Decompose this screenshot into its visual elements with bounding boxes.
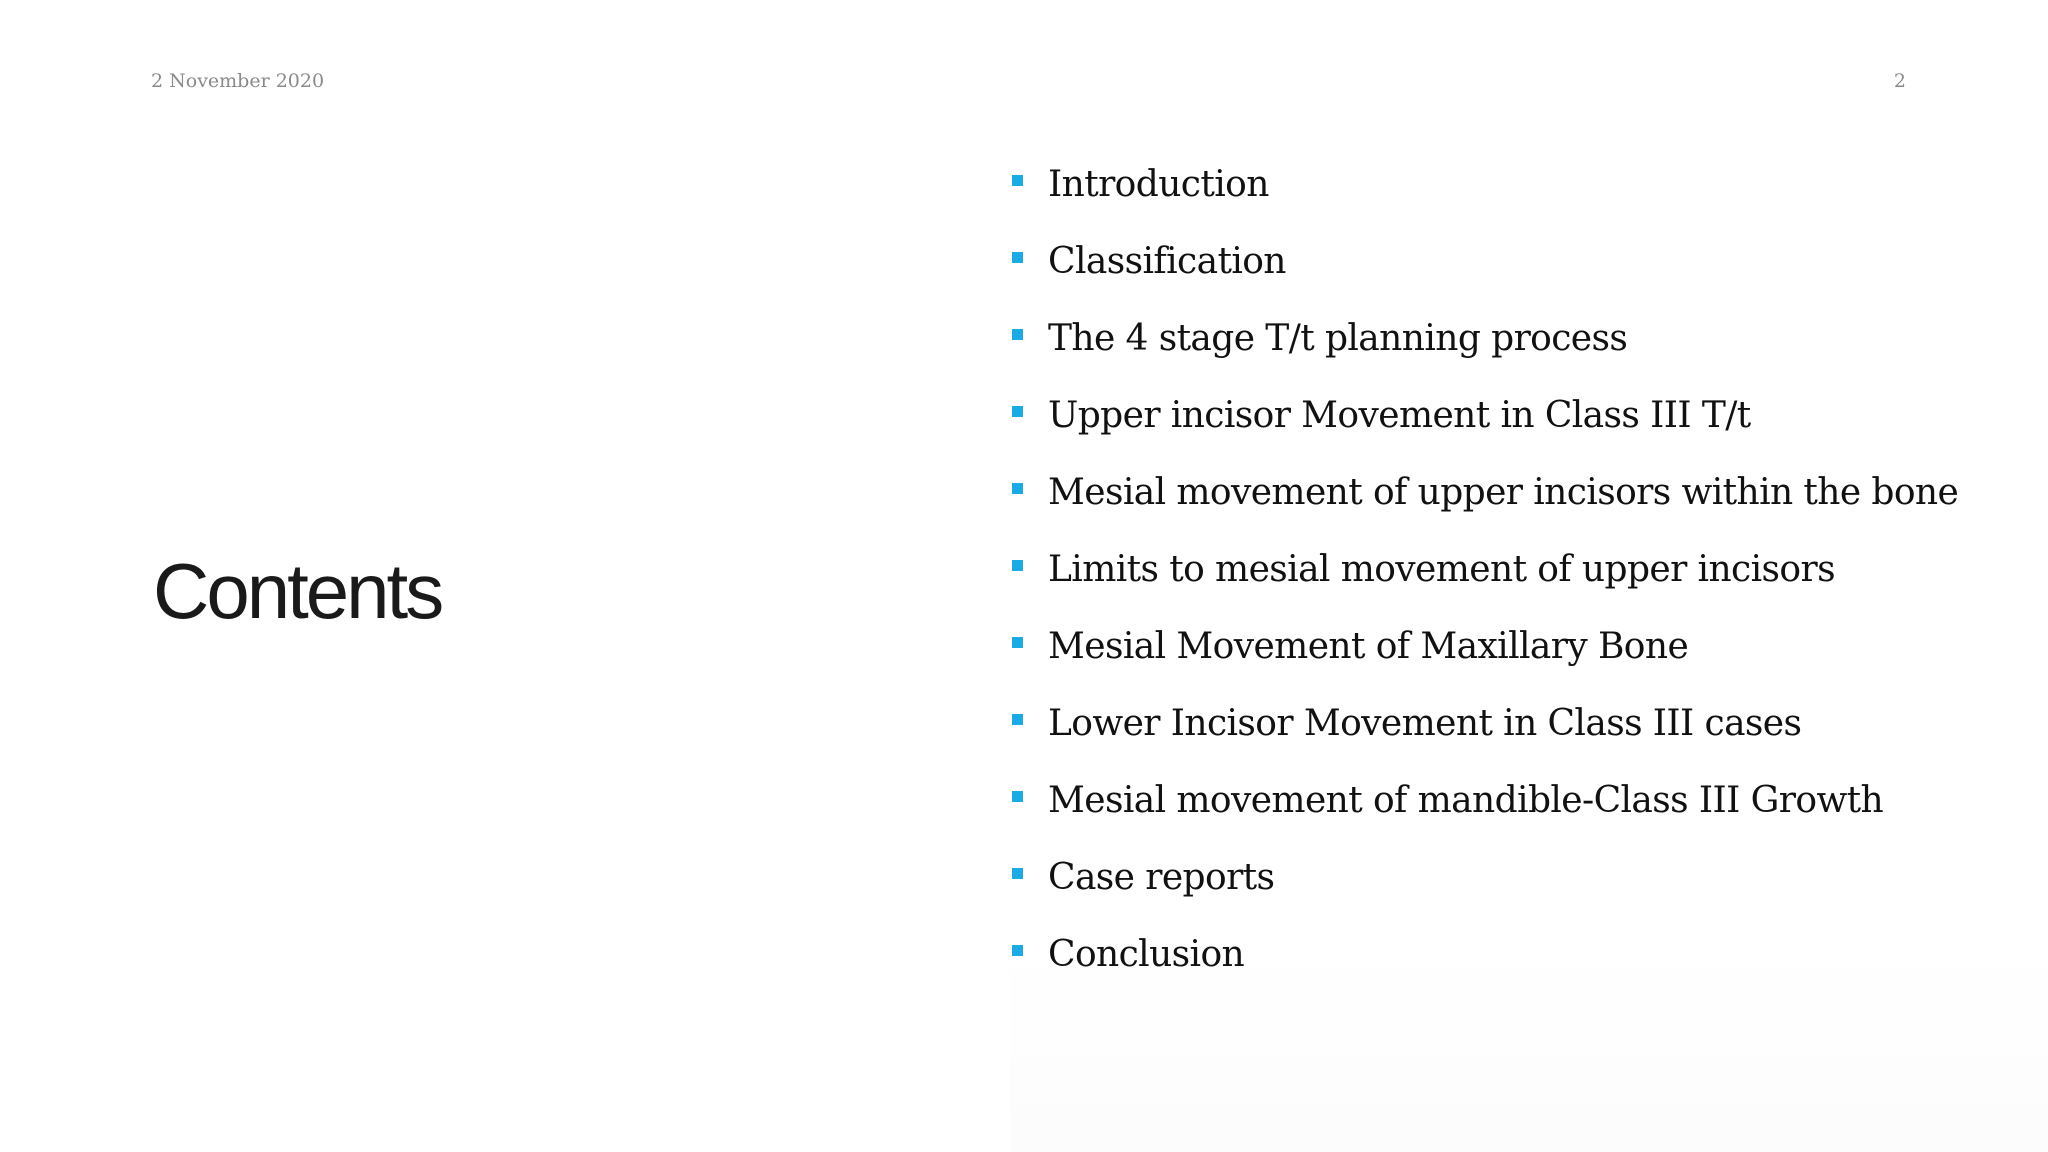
list-item: [1012, 146, 2012, 223]
slide-page-number: 2: [1893, 70, 1906, 92]
list-item: [1012, 223, 2012, 300]
list-item-label: The 4 stage T/t planning process: [1048, 317, 1628, 359]
list-item: [1012, 531, 2012, 608]
list-item: [1012, 685, 2012, 762]
list-item: [1012, 377, 2012, 454]
list-item-label: Conclusion: [1048, 933, 1245, 975]
square-bullet-icon: [1012, 252, 1023, 263]
contents-list: [1012, 146, 2012, 993]
list-item: [1012, 839, 2012, 916]
square-bullet-icon: [1012, 868, 1023, 879]
list-item-label: Lower Incisor Movement in Class III cases: [1048, 702, 1802, 744]
square-bullet-icon: [1012, 560, 1023, 571]
square-bullet-icon: [1012, 175, 1023, 186]
square-bullet-icon: [1012, 714, 1023, 725]
list-item-label: Mesial movement of upper incisors within the bone: [1048, 471, 1959, 513]
slide-title: Contents: [153, 547, 442, 635]
list-item-label: Introduction: [1048, 163, 1269, 205]
square-bullet-icon: [1012, 945, 1023, 956]
list-item-label: Upper incisor Movement in Class III T/t: [1048, 394, 1751, 436]
square-bullet-icon: [1012, 406, 1023, 417]
list-item-label: Mesial movement of mandible-Class III Growth: [1048, 779, 1884, 821]
list-item: [1012, 454, 2012, 531]
square-bullet-icon: [1012, 329, 1023, 340]
list-item: [1012, 762, 2012, 839]
list-item: [1012, 608, 2012, 685]
list-item-label: Limits to mesial movement of upper incisors: [1048, 548, 1835, 590]
square-bullet-icon: [1012, 637, 1023, 648]
list-item-label: Mesial Movement of Maxillary Bone: [1048, 625, 1689, 667]
list-item-label: Classification: [1048, 240, 1286, 282]
slide-date: 2 November 2020: [151, 70, 325, 92]
square-bullet-icon: [1012, 791, 1023, 802]
list-item-label: Case reports: [1048, 856, 1275, 898]
list-item: [1012, 300, 2012, 377]
list-item: [1012, 916, 2012, 993]
square-bullet-icon: [1012, 483, 1023, 494]
